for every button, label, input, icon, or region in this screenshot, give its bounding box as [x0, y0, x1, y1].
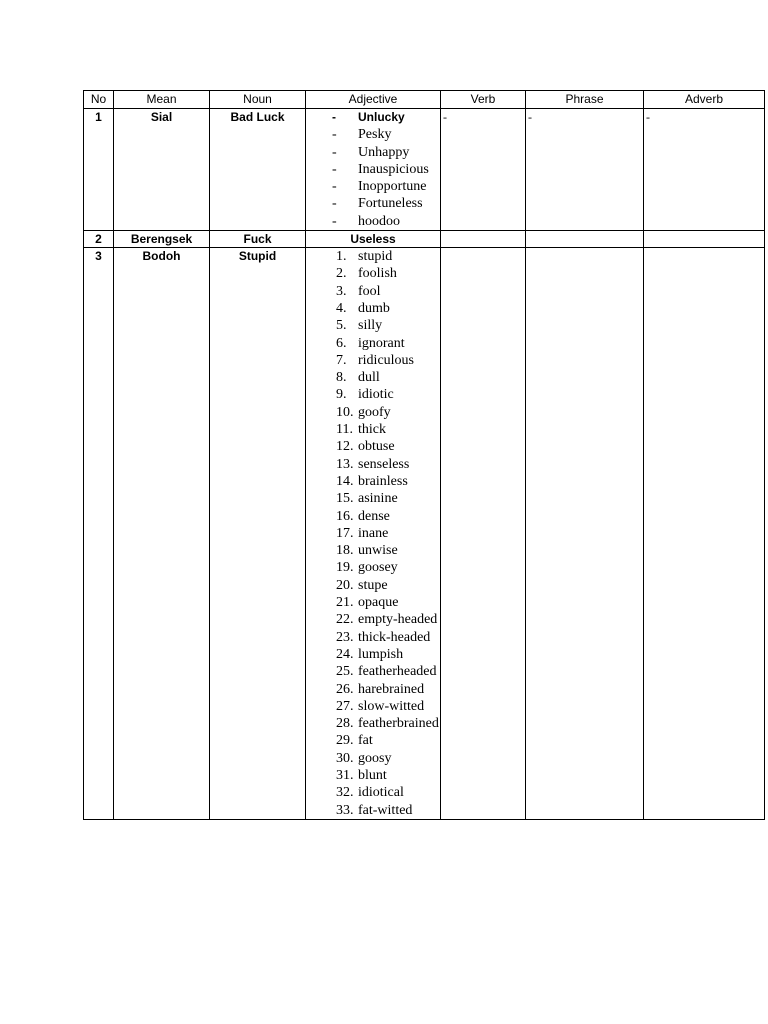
list-item: 20. stupe	[336, 577, 388, 593]
list-item: 22. empty-headed	[336, 612, 438, 628]
header-row	[84, 91, 765, 109]
row-phrase	[526, 231, 644, 248]
header-verb: Verb	[441, 91, 526, 109]
row-verb	[441, 248, 526, 820]
list-item: 26. harebrained	[336, 681, 425, 697]
list-item: 28. featherbrained	[336, 716, 439, 732]
list-item: - hoodoo	[332, 213, 400, 229]
list-item: 15. asinine	[336, 491, 398, 507]
list-item: 13. senseless	[336, 456, 410, 472]
row-adverb	[644, 248, 765, 820]
row-number: 3	[84, 248, 114, 820]
list-item: 18. unwise	[336, 543, 398, 559]
header-adverb: Adverb	[644, 91, 765, 109]
list-item: 23. thick-headed	[336, 629, 431, 645]
list-item: 17. inane	[336, 525, 389, 541]
row-noun: Fuck	[210, 231, 306, 248]
row-noun: Bad Luck	[210, 109, 306, 231]
list-item: 32. idiotical	[336, 785, 404, 801]
header-noun: Noun	[210, 91, 306, 109]
list-item: - Inauspicious	[332, 161, 429, 177]
list-item: 8. dull	[336, 370, 380, 386]
list-item: - Unlucky	[332, 110, 405, 124]
list-item: 16. dense	[336, 508, 390, 524]
header-mean: Mean	[114, 91, 210, 109]
list-item: 7. ridiculous	[336, 352, 414, 368]
list-item: 4. dumb	[336, 300, 390, 316]
adjective-dash-list	[308, 109, 438, 230]
table-row	[84, 231, 765, 248]
list-item: - Fortuneless	[332, 196, 423, 212]
row-number: 1	[84, 109, 114, 231]
row-adjectives	[306, 248, 441, 820]
list-item: 3. fool	[336, 283, 381, 299]
list-item: 29. fat	[336, 733, 373, 749]
list-item: 12. obtuse	[336, 439, 395, 455]
vocabulary-table	[83, 90, 765, 820]
header-phrase: Phrase	[526, 91, 644, 109]
list-item: 2. foolish	[336, 266, 397, 282]
header-no: No	[84, 91, 114, 109]
list-item: 5. silly	[336, 318, 383, 334]
table-row	[84, 109, 765, 231]
row-adjective: Useless	[306, 231, 441, 248]
list-item: 21. opaque	[336, 595, 399, 611]
row-mean: Berengsek	[114, 231, 210, 248]
table-row	[84, 248, 765, 820]
list-item: 27. slow-witted	[336, 698, 425, 714]
list-item: 31. blunt	[336, 767, 387, 783]
list-item: - Pesky	[332, 127, 392, 143]
row-noun: Stupid	[210, 248, 306, 820]
list-item: 10. goofy	[336, 404, 391, 420]
list-item: 11. thick	[336, 422, 386, 438]
row-phrase	[526, 248, 644, 820]
row-phrase: -	[526, 109, 644, 231]
row-adverb: -	[644, 109, 765, 231]
list-item: 33. fat-witted	[336, 802, 413, 818]
list-item: 30. goosy	[336, 750, 392, 766]
row-verb	[441, 231, 526, 248]
list-item: 19. goosey	[336, 560, 398, 576]
list-item: 1. stupid	[336, 249, 393, 265]
list-item: 9. idiotic	[336, 387, 394, 403]
list-item: - Inopportune	[332, 179, 427, 195]
list-item: 14. brainless	[336, 473, 408, 489]
list-item: - Unhappy	[332, 144, 410, 160]
list-item: 6. ignorant	[336, 335, 405, 351]
row-adverb	[644, 231, 765, 248]
row-mean: Bodoh	[114, 248, 210, 820]
adjective-numbered-list	[308, 248, 438, 819]
row-adjectives	[306, 109, 441, 231]
list-item: 25. featherheaded	[336, 664, 437, 680]
list-item: 24. lumpish	[336, 646, 404, 662]
row-number: 2	[84, 231, 114, 248]
header-adjective: Adjective	[306, 91, 441, 109]
row-verb: -	[441, 109, 526, 231]
row-mean: Sial	[114, 109, 210, 231]
